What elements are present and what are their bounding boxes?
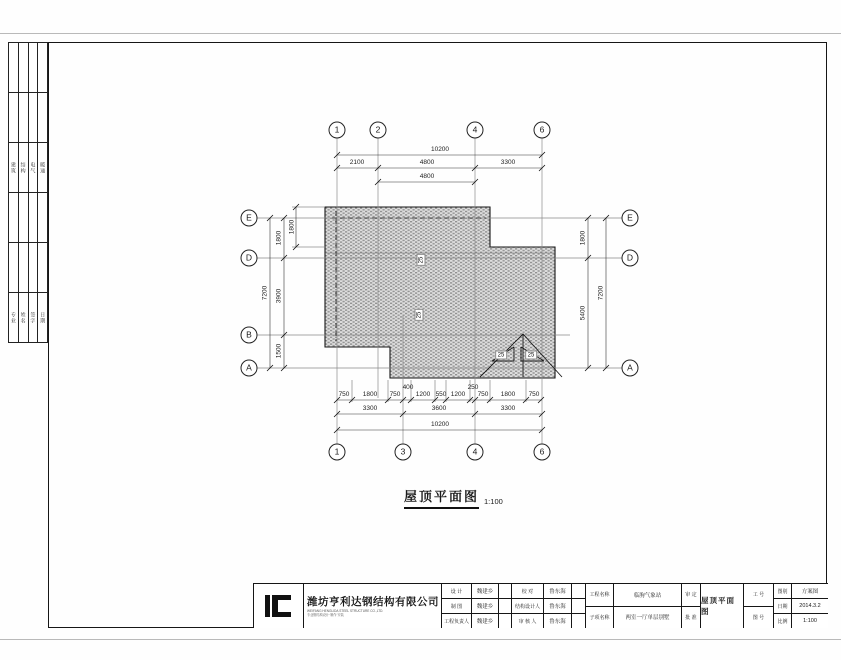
- dim-label: 550: [435, 391, 447, 398]
- approval-label: 批 准: [685, 614, 697, 621]
- roof-slope-tag: 25: [415, 309, 424, 321]
- role-label: 设 计: [442, 584, 472, 598]
- dim-label: 3900: [275, 288, 283, 304]
- meta-group: [774, 584, 828, 628]
- binding-strip-table: [8, 42, 48, 343]
- role-label: 制 图: [442, 599, 472, 613]
- dim-label: 750: [528, 391, 540, 398]
- dim-label: 1500: [275, 343, 283, 359]
- sheet-type: 方案图: [801, 589, 819, 595]
- sheet-date: 2014.3.2: [799, 603, 821, 609]
- dim-label: 10200: [430, 421, 450, 428]
- dim-label: 1800: [275, 230, 283, 246]
- roof-slope-tag: 25: [417, 254, 426, 266]
- person-name: 鲁东海: [544, 584, 572, 598]
- role-label: 校 对: [512, 584, 544, 598]
- company-info: [304, 584, 442, 628]
- dim-label: 250: [467, 384, 479, 391]
- axis-bubble-bottom-3: 3: [395, 444, 412, 461]
- number-label: 图 号: [752, 614, 765, 621]
- dim-label: 4800: [419, 173, 435, 180]
- axis-bubble-top-6: 6: [534, 122, 551, 139]
- dim-label: 750: [477, 391, 489, 398]
- dim-label: 1800: [288, 219, 296, 235]
- drawing-name-group: [682, 584, 744, 628]
- dim-label: 5400: [579, 305, 587, 321]
- strip-label: 专业: [9, 311, 16, 324]
- dim-label: 7200: [261, 285, 269, 301]
- axis-bubble-right-E: E: [622, 210, 639, 227]
- axis-bubble-top-4: 4: [467, 122, 484, 139]
- number-label: 工 号: [752, 592, 765, 599]
- project-label: 子项名称: [586, 607, 614, 629]
- dim-label: 3300: [500, 159, 516, 166]
- axis-bubble-bottom-1: 1: [329, 444, 346, 461]
- dim-label: 750: [338, 391, 350, 398]
- company-logo-icon: [263, 592, 295, 620]
- roof-slope-tag: 25: [525, 351, 537, 360]
- project-group: [586, 584, 682, 628]
- axis-bubble-left-B: B: [241, 327, 258, 344]
- strip-label: 暖通: [39, 161, 46, 174]
- meta-label: 图别: [774, 584, 792, 598]
- dim-label: 400: [402, 384, 414, 391]
- approval-label: 审 定: [685, 592, 697, 599]
- company-tagline: 专业钢结构设计·制作·安装: [307, 613, 344, 617]
- dim-label: 1200: [415, 391, 431, 398]
- person-name: 鲁东海: [544, 599, 572, 613]
- strip-label: 电气: [29, 161, 36, 174]
- personnel-group-1: [442, 584, 512, 628]
- meta-label: 比例: [774, 614, 792, 628]
- personnel-group-2: [512, 584, 586, 628]
- dim-label: 10200: [430, 146, 450, 153]
- person-name: 魏建乡: [472, 614, 499, 628]
- dim-label: 1800: [500, 391, 516, 398]
- axis-bubble-left-D: D: [241, 250, 258, 267]
- meta-label: 日期: [774, 599, 792, 613]
- strip-label: 签字: [29, 311, 36, 324]
- dim-label: 7200: [597, 285, 605, 301]
- project-label: 工程名称: [586, 584, 614, 606]
- axis-bubble-top-1: 1: [329, 122, 346, 139]
- number-group: [744, 584, 774, 628]
- strip-column: [29, 43, 39, 342]
- axis-bubble-right-D: D: [622, 250, 639, 267]
- axis-bubble-bottom-6: 6: [534, 444, 551, 461]
- project-value: 两室一厅单层别墅: [625, 615, 670, 622]
- person-name: 鲁东海: [544, 614, 572, 628]
- strip-column: [19, 43, 29, 342]
- drawing-title-text: 屋顶平面图: [404, 486, 479, 509]
- axis-bubble-bottom-4: 4: [467, 444, 484, 461]
- strip-column: [9, 43, 19, 342]
- person-name: 魏建乡: [472, 584, 499, 598]
- dim-label: 4800: [419, 159, 435, 166]
- drawing-title: [404, 486, 503, 509]
- strip-label: 姓名: [19, 311, 26, 324]
- axis-bubble-left-E: E: [241, 210, 258, 227]
- dim-label: 1800: [579, 230, 587, 246]
- person-name: 魏建乡: [472, 599, 499, 613]
- role-label: 审 核 人: [512, 614, 544, 628]
- roof-slope-tag: 25: [495, 351, 507, 360]
- strip-label: 日期: [39, 311, 46, 324]
- dim-label: 1800: [362, 391, 378, 398]
- axis-bubble-top-2: 2: [370, 122, 387, 139]
- project-value: 临朐气象站: [633, 592, 662, 599]
- axis-bubble-left-A: A: [241, 360, 258, 377]
- dim-label: 3300: [362, 405, 378, 412]
- drawing-title-scale: 1:100: [484, 497, 503, 506]
- axis-bubble-right-A: A: [622, 360, 639, 377]
- dim-label: 3600: [431, 405, 447, 412]
- company-name-en: WEIFANG HENGLIDA STEEL STRUCTURE CO.,LTD.: [307, 609, 384, 613]
- dim-label: 1200: [450, 391, 466, 398]
- drawing-name: 屋顶平面图: [701, 596, 735, 616]
- strip-column: [38, 43, 47, 342]
- dim-label: 750: [389, 391, 401, 398]
- company-name: 潍坊亨利达钢结构有限公司: [307, 596, 439, 608]
- roof-outline: [325, 207, 555, 378]
- role-label: 工程负责人: [442, 614, 472, 628]
- strip-label: 建筑: [9, 161, 16, 174]
- title-block: [253, 583, 828, 628]
- strip-label: 结构: [19, 161, 26, 174]
- dim-label: 2100: [349, 159, 365, 166]
- dim-label: 3300: [500, 405, 516, 412]
- company-logo: [254, 584, 304, 628]
- role-label: 结构设计人: [512, 599, 544, 613]
- sheet-scale: 1:100: [803, 618, 817, 624]
